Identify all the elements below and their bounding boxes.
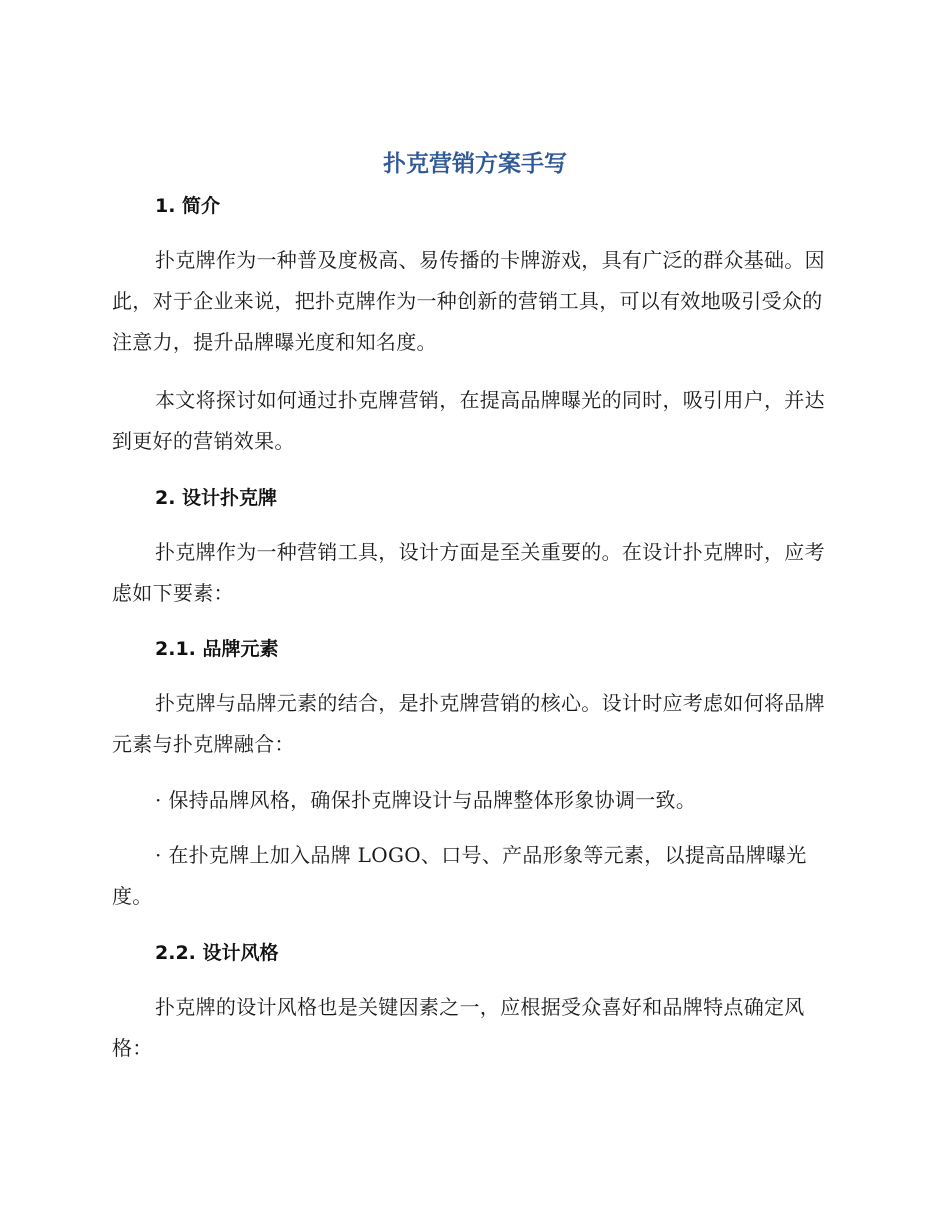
paragraph-intro-1: 扑克牌作为一种普及度极高、易传播的卡牌游戏，具有广泛的群众基础。因此，对于企业来说，把扑克牌作为一种创新的营销工具，可以有效地吸引受众的注意力，提升品牌曝光度和知名度。 — [112, 248, 825, 354]
bullet-brand-style: · 保持品牌风格，确保扑克牌设计与品牌整体形象协调一致。 — [155, 788, 697, 812]
paragraph-design-1: 扑克牌作为一种营销工具，设计方面是至关重要的。在设计扑克牌时，应考虑如下要素： — [112, 540, 825, 605]
section-heading-intro: 1. 简介 — [155, 195, 221, 217]
bullet-brand-logo: · 在扑克牌上加入品牌 LOGO、口号、产品形象等元素，以提高品牌曝光度。 — [112, 843, 807, 908]
paragraph-brand-elements: 扑克牌与品牌元素的结合，是扑克牌营销的核心。设计时应考虑如何将品牌元素与扑克牌融合： — [112, 691, 825, 756]
paragraph-design-style: 扑克牌的设计风格也是关键因素之一，应根据受众喜好和品牌特点确定风格： — [112, 995, 805, 1060]
section-heading-design-style: 2.2. 设计风格 — [155, 942, 279, 964]
section-heading-brand-elements: 2.1. 品牌元素 — [155, 638, 279, 660]
paragraph-intro-2: 本文将探讨如何通过扑克牌营销，在提高品牌曝光的同时，吸引用户，并达到更好的营销效果。 — [112, 388, 825, 453]
section-heading-design: 2. 设计扑克牌 — [155, 487, 278, 509]
document-title: 扑克营销方案手写 — [383, 151, 567, 177]
